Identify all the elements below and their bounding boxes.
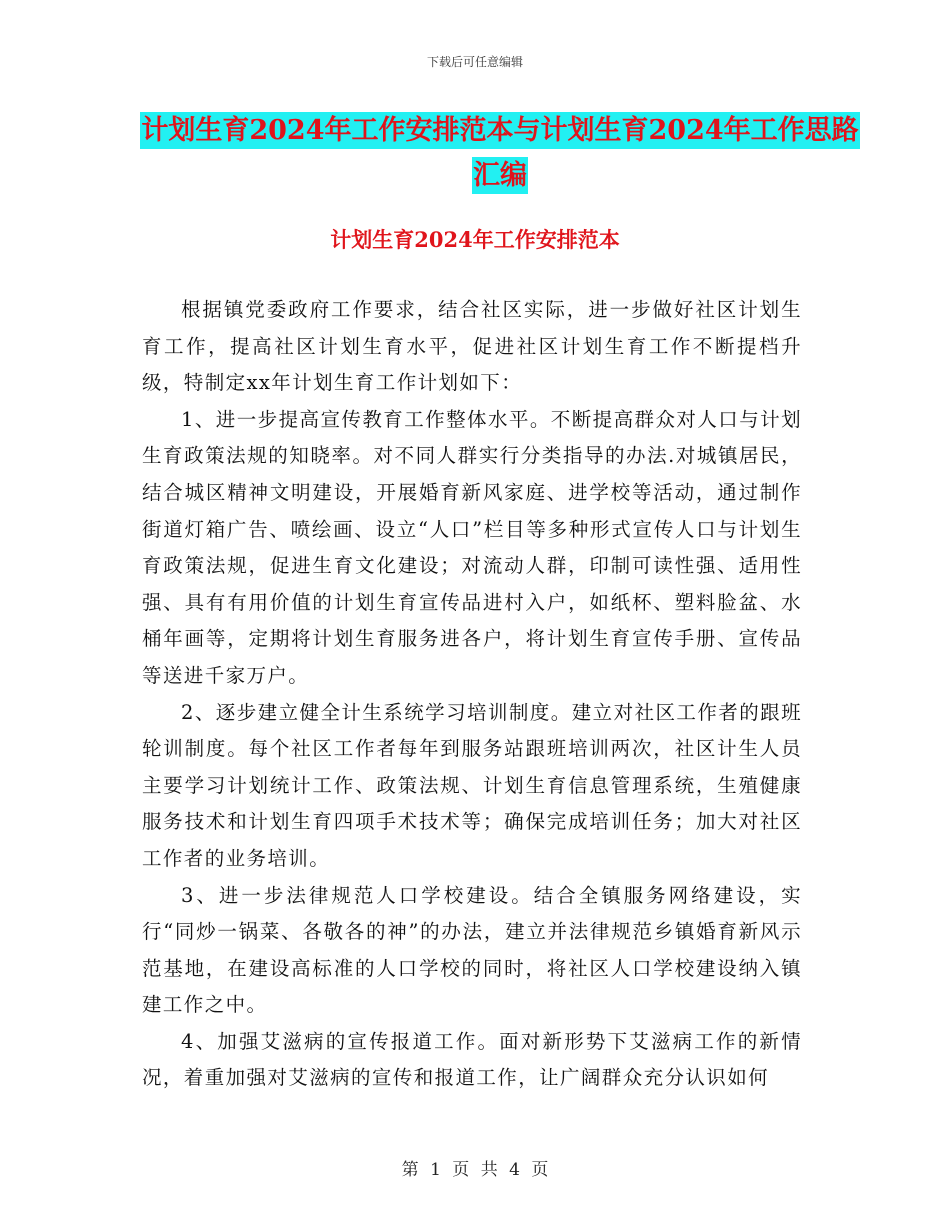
header-note: 下载后可任意编辑 <box>426 55 523 69</box>
paragraph-item-3: 3、进一步法律规范人口学校建设。结合全镇服务网络建设，实行“同炒一锅菜、各敬各的神”的办法，建立并法律规范乡镇婚育新风示范基地，在建设高标准的人口学校的同时，将社区人口学校建设纳入镇建工作之中。 <box>142 883 802 1017</box>
page-footer: 第 1 页 共 4 页 <box>401 1160 549 1180</box>
paragraph-item-2: 2、逐步建立健全计生系统学习培训制度。建立对社区工作者的跟班轮训制度。每个社区工作者每年到服务站跟班培训两次，社区计生人员主要学习计划统计工作、政策法规、计划生育信息管理系统，生殖健康服务技术和计划生育四项手术技术等；确保完成培训任务；加大对社区工作者的业务培训。 <box>142 700 802 870</box>
body-text <box>142 292 802 1097</box>
paragraph-item-1: 1、进一步提高宣传教育工作整体水平。不断提高群众对人口与计划生育政策法规的知晓率。对不同人群实行分类指导的办法.对城镇居民，结合城区精神文明建设，开展婚育新风家庭、进学校等活动，通过制作街道灯箱广告、喷绘画、设立“人口”栏目等多种形式宣传人口与计划生育政策法规，促进生育文化建设；对流动人群，印制可读性强、适用性强、具有有用价值的计划生育宣传品进村入户，如纸杯、塑料脸盆、水桶年画等，定期将计划生育服务进各户，将计划生育宣传手册、宣传品等送进千家万户。 <box>142 407 802 687</box>
section-title: 计划生育2024年工作安排范本 <box>330 227 620 252</box>
paragraph-intro: 根据镇党委政府工作要求，结合社区实际，进一步做好社区计划生育工作，提高社区计划生育水平，促进社区计划生育工作不断提档升级，特制定xx年计划生育工作计划如下： <box>142 298 802 395</box>
document-title <box>140 108 860 198</box>
paragraph-item-4: 4、加强艾滋病的宣传报道工作。面对新形势下艾滋病工作的新情况，着重加强对艾滋病的宣传和报道工作，让广阔群众充分认识如何 <box>142 1029 802 1090</box>
document-title-text: 计划生育2024年工作安排范本与计划生育2024年工作思路汇编 <box>140 112 859 194</box>
